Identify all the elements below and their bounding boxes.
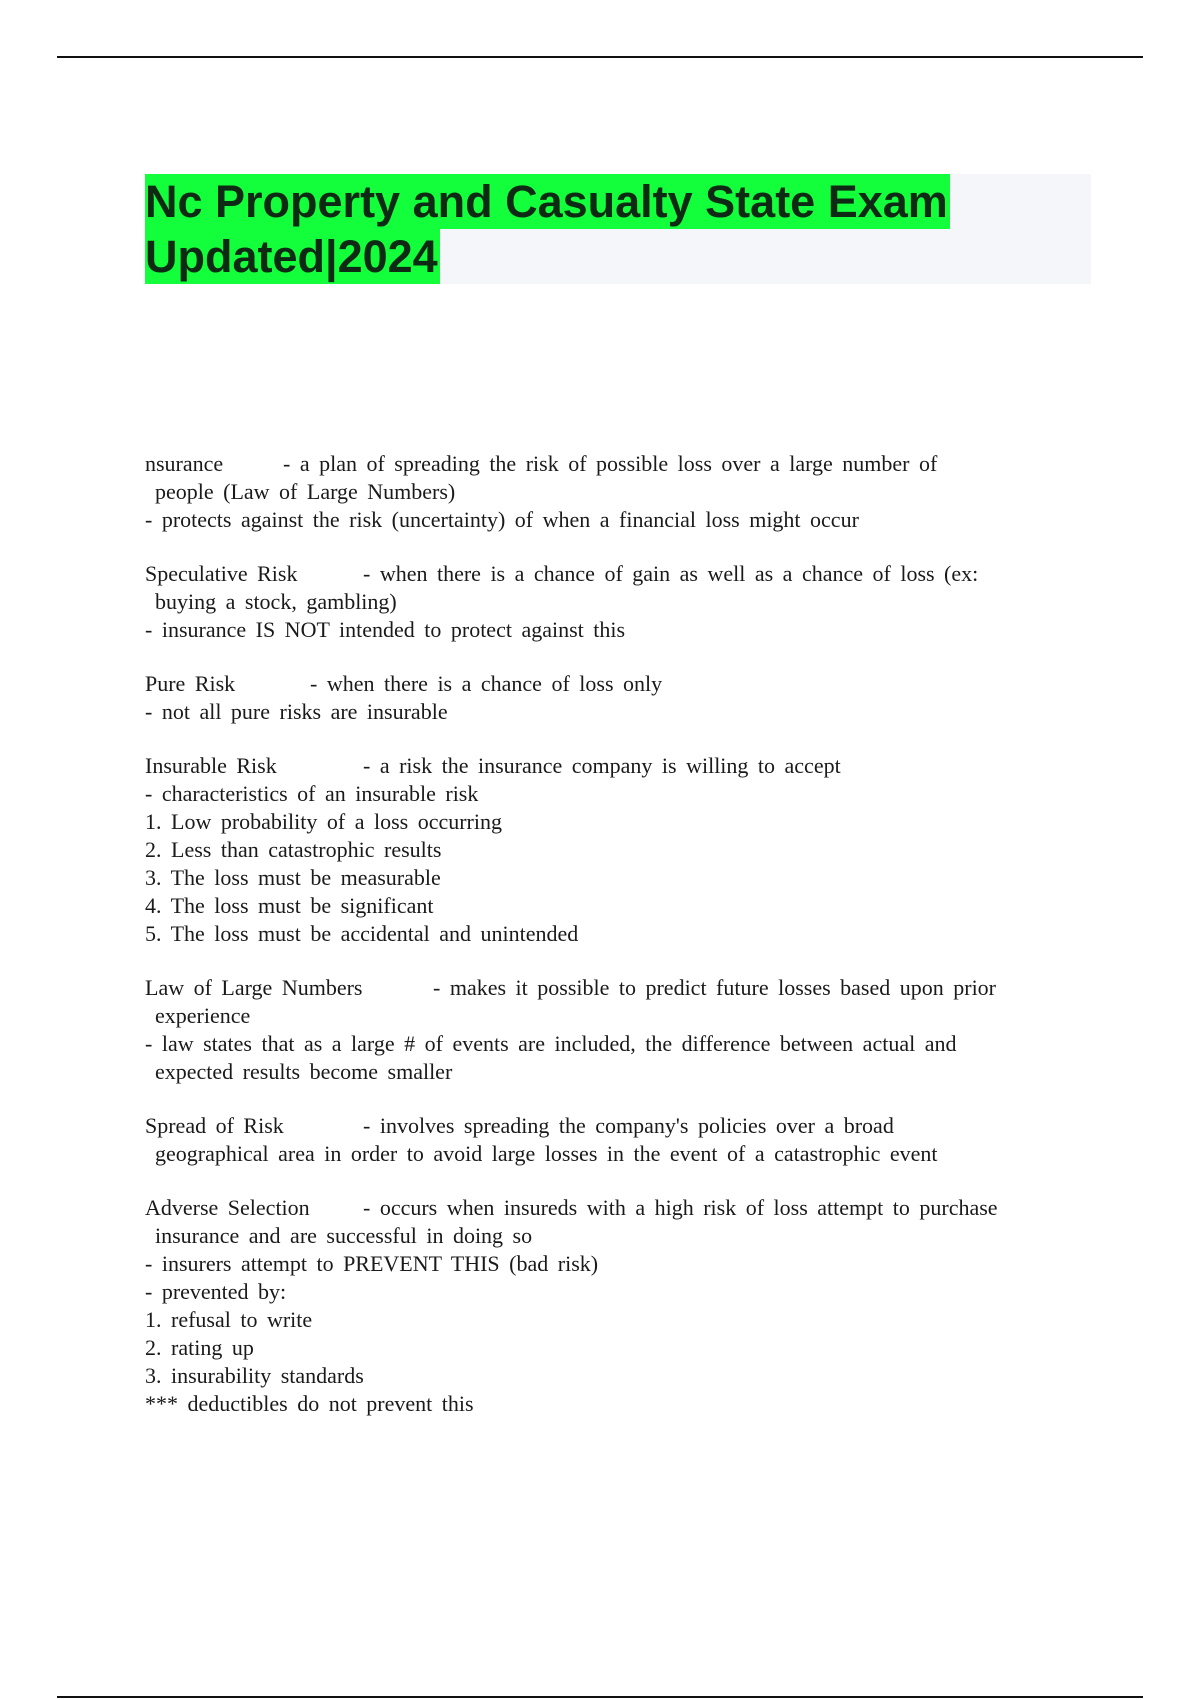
definition: - occurs when insureds with a high risk of loss attempt to purchase (363, 1195, 998, 1220)
definition: - involves spreading the company's policies over a broad (363, 1113, 894, 1138)
list-item: 5. The loss must be accidental and unintended (145, 921, 579, 946)
flashcard-list (145, 450, 1095, 1444)
note-line: - protects against the risk (uncertainty) of when a financial loss might occur (145, 507, 859, 532)
term: Pure Risk (145, 671, 236, 696)
flashcard-entry (145, 670, 1095, 726)
note-line: - prevented by: (145, 1279, 287, 1304)
document-title-line-2: Updated|2024 (145, 231, 438, 282)
term: Spread of Risk (145, 1113, 284, 1138)
definition: - when there is a chance of gain as well as a chance of loss (ex: (363, 561, 979, 586)
flashcard-entry (145, 560, 1095, 644)
top-rule (57, 56, 1143, 58)
flashcard-entry (145, 974, 1095, 1086)
list-item: 1. Low probability of a loss occurring (145, 809, 502, 834)
definition-continued: experience (155, 1003, 251, 1028)
document-title-line-1: Nc Property and Casualty State Exam (145, 176, 948, 227)
note-line: - law states that as a large # of events are included, the difference between actual and (145, 1031, 957, 1056)
term: Speculative Risk (145, 561, 298, 586)
definition: - a plan of spreading the risk of possible loss over a large number of (283, 451, 938, 476)
title-block (145, 174, 1091, 284)
definition: - makes it possible to predict future losses based upon prior (433, 975, 997, 1000)
list-item: 1. refusal to write (145, 1307, 313, 1332)
list-item: 3. insurability standards (145, 1363, 364, 1388)
note-line: - insurers attempt to PREVENT THIS (bad risk) (145, 1251, 599, 1276)
definition-continued: insurance and are successful in doing so (155, 1223, 533, 1248)
term: nsurance (145, 451, 224, 476)
flashcard-entry (145, 450, 1095, 534)
note-line-continued: expected results become smaller (155, 1059, 453, 1084)
note-line: - characteristics of an insurable risk (145, 781, 479, 806)
flashcard-entry (145, 1112, 1095, 1168)
term: Adverse Selection (145, 1195, 310, 1220)
list-item: 3. The loss must be measurable (145, 865, 441, 890)
definition-continued: geographical area in order to avoid large losses in the event of a catastrophic event (155, 1141, 938, 1166)
note-line: - not all pure risks are insurable (145, 699, 448, 724)
flashcard-entry (145, 1194, 1095, 1418)
bottom-rule (57, 1696, 1143, 1698)
list-item: 2. rating up (145, 1335, 254, 1360)
note-line: - insurance IS NOT intended to protect against this (145, 617, 626, 642)
definition: - a risk the insurance company is willing to accept (363, 753, 841, 778)
definition-continued: buying a stock, gambling) (155, 589, 397, 614)
term: Insurable Risk (145, 753, 277, 778)
flashcard-entry (145, 752, 1095, 948)
definition-continued: people (Law of Large Numbers) (155, 479, 456, 504)
list-item: 4. The loss must be significant (145, 893, 434, 918)
term: Law of Large Numbers (145, 975, 363, 1000)
list-item: 2. Less than catastrophic results (145, 837, 442, 862)
note-line: *** deductibles do not prevent this (145, 1391, 474, 1416)
definition: - when there is a chance of loss only (310, 671, 663, 696)
